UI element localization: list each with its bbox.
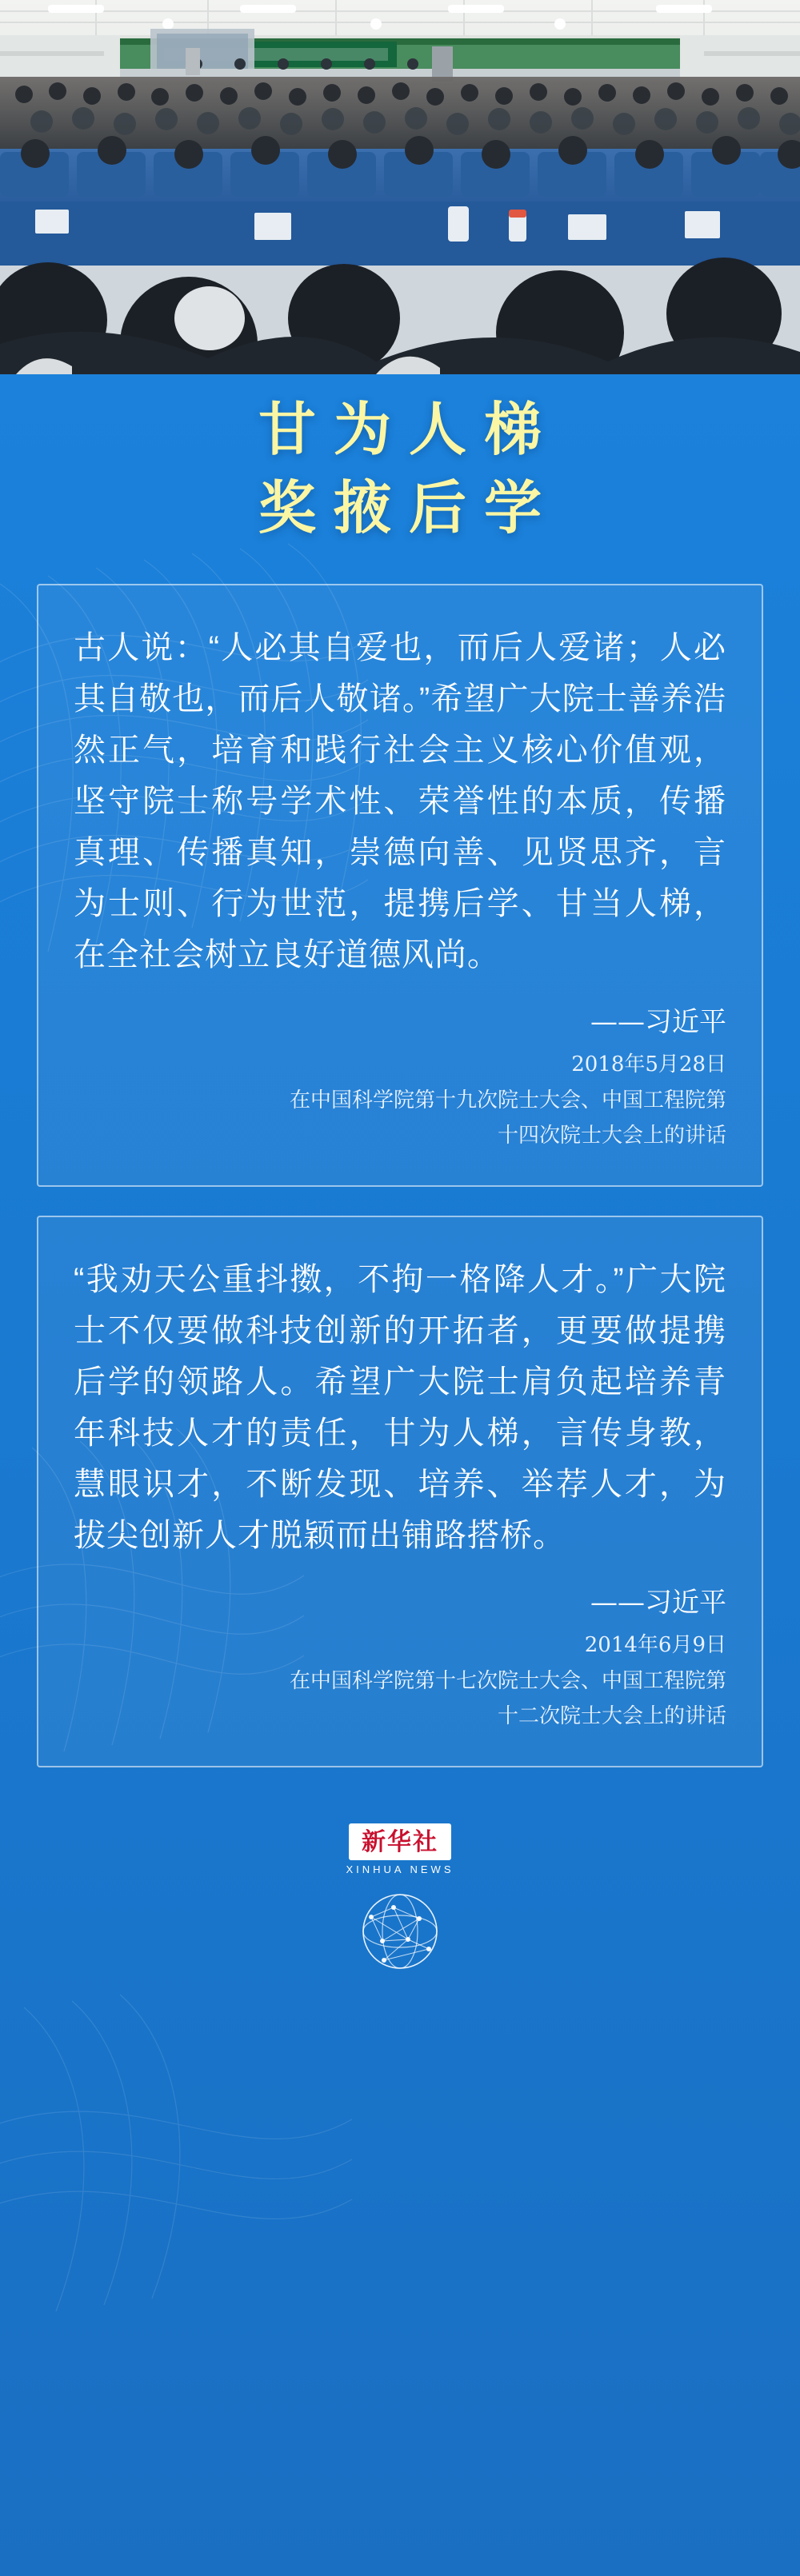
quote-card-1 bbox=[37, 584, 763, 1187]
header-photo bbox=[0, 0, 800, 374]
quote-source-line-1: 在中国科学院第十七次院士大会、中国工程院第 bbox=[289, 1669, 726, 1693]
quote-source-line-2: 十四次院士大会上的讲话 bbox=[497, 1124, 726, 1148]
xinhua-logo-cn: 新华社 bbox=[349, 1823, 451, 1860]
quote-card-2 bbox=[37, 1216, 763, 1767]
title-line-1: 甘为人梯 bbox=[258, 395, 559, 463]
quote-source-line-2: 十二次院士大会上的讲话 bbox=[497, 1704, 726, 1728]
footer bbox=[0, 1823, 800, 2015]
quote-date: 2018年5月28日 bbox=[571, 1052, 726, 1076]
quote-source-line-1: 在中国科学院第十九次院士大会、中国工程院第 bbox=[289, 1088, 726, 1112]
quote-source bbox=[74, 1083, 726, 1153]
quote-date: 2014年6月9日 bbox=[584, 1633, 726, 1657]
quote-text: 古人说：“人必其自爱也，而后人爱诸；人必其自敬也，而后人敬诸。”希望广大院士善养浩然正气，培育和践行社会主义核心价值观，坚守院士称号学术性、荣誉性的本质，传播真理、传播真知，崇德向善、见贤思齐，言为士则、行为世范，提携后学、甘当人梯，在全社会树立良好道德风尚。 bbox=[74, 630, 726, 972]
conference-hall-illustration bbox=[0, 0, 800, 374]
quote-source bbox=[74, 1663, 726, 1734]
quote-attribution: ——习近平 bbox=[590, 1006, 726, 1038]
quote-text: “我劝天公重抖擞，不拘一格降人才。”广大院士不仅要做科技创新的开拓者，更要做提携后学的领路人。希望广大院士肩负起培养青年科技人才的责任，甘为人梯，言传身教，慧眼识才，不断发现、培养、举荐人才，为拔尖创新人才脱颖而出铺路搭桥。 bbox=[74, 1262, 726, 1553]
xinhua-logo-en: XINHUA NEWS bbox=[346, 1863, 454, 1875]
quote-attribution: ——习近平 bbox=[590, 1587, 726, 1619]
globe-network-icon bbox=[352, 1883, 448, 1979]
poster-title bbox=[0, 374, 800, 555]
title-line-2: 奖掖后学 bbox=[258, 473, 559, 541]
